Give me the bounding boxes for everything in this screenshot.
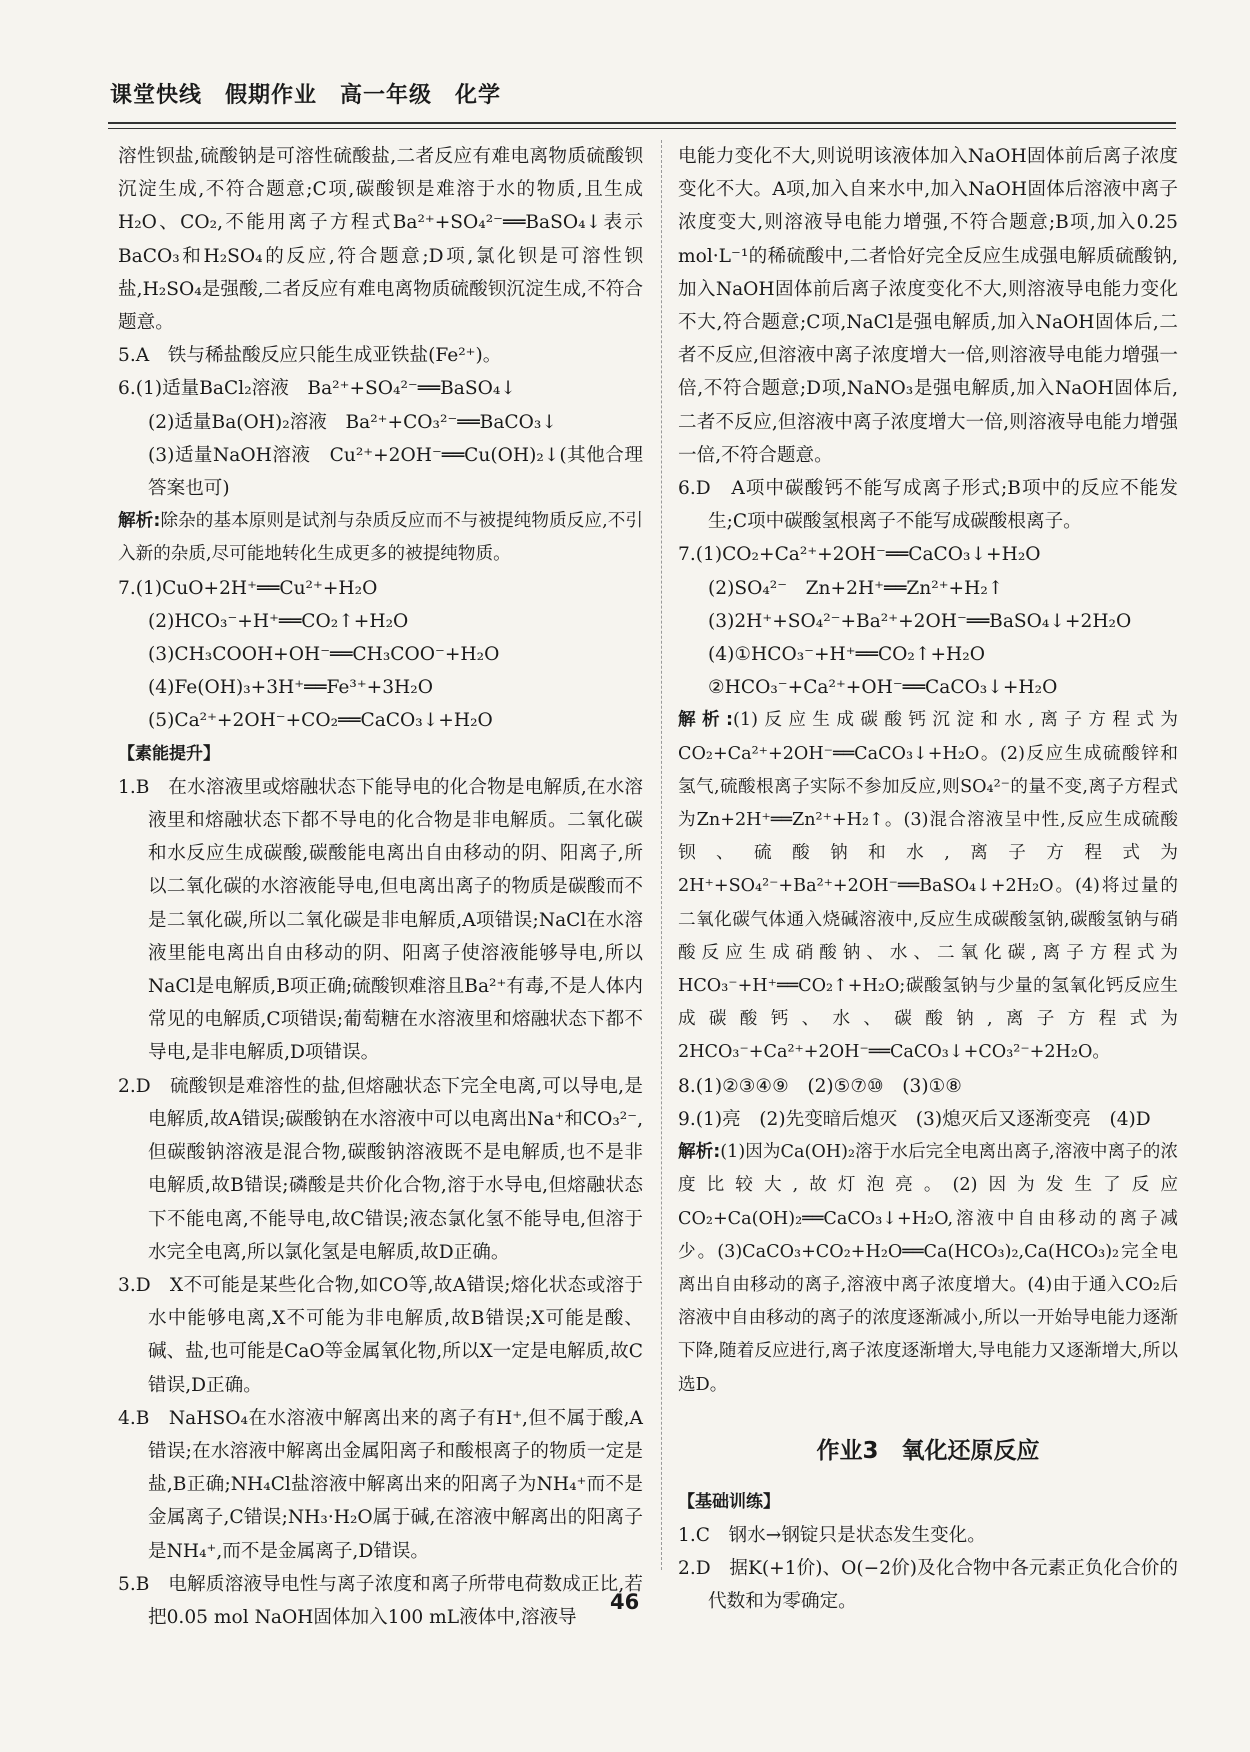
answer-subitem: (3)适量NaOH溶液 Cu²⁺+2OH⁻══Cu(OH)₂↓(其他合理答案也可) — [148, 444, 643, 500]
answer-subitem: (4)①HCO₃⁻+H⁺══CO₂↑+H₂O — [708, 644, 985, 666]
answer-subitem: (2)适量Ba(OH)₂溶液 Ba²⁺+CO₃²⁻══BaCO₃↓ — [148, 411, 557, 433]
answer-item: 5.B 电解质溶液导电性与离子浓度和离子所带电荷数成正比,若把0.05 mol NaOH固体加入100 mL液体中,溶液导 — [118, 1573, 643, 1628]
answer-subitem: (3)CH₃COOH+OH⁻══CH₃COO⁻+H₂O — [148, 644, 500, 666]
answer-subitem: (5)Ca²⁺+2OH⁻+CO₂══CaCO₃↓+H₂O — [148, 710, 493, 732]
right-column — [678, 140, 1178, 1619]
section-heading: 【素能提升】 — [118, 743, 220, 764]
analysis-paragraph — [678, 1136, 1178, 1402]
answer-subitem: ②HCO₃⁻+Ca²⁺+OH⁻══CaCO₃↓+H₂O — [708, 677, 1058, 699]
header-rule-thick — [108, 122, 1176, 124]
text-paragraph: 电能力变化不大,则说明该液体加入NaOH固体前后离子浓度变化不大。A项,加入自来水中,加入NaOH固体后溶液中离子浓度变大,则溶液导电能力增强,不符合题意;B项,加入0.25 mol·L⁻¹的稀硫酸中,二者恰好完全反应生成强电解质硫酸钠,加入NaOH固体前后离子浓度变化不大,则溶液导电能力变化不大,符合题意;C项,NaCl是强电解质,加入NaOH固体后,二者不反应,但溶液中离子浓度增大一倍,则溶液导电能力增强一倍,不符合题意;D项,NaNO₃是强电解质,加入NaOH固体后,二者不反应,但溶液中离子浓度增大一倍,则溶液导电能力增强一倍,不符合题意。 — [678, 146, 1178, 466]
answer-item: 7.(1)CO₂+Ca²⁺+2OH⁻══CaCO₃↓+H₂O — [678, 544, 1041, 566]
analysis-paragraph — [118, 505, 643, 571]
answer-subitem: (2)HCO₃⁻+H⁺══CO₂↑+H₂O — [148, 610, 409, 632]
analysis-label: 解析: — [678, 710, 734, 731]
page-number: 46 — [610, 1590, 640, 1614]
section-heading: 【基础训练】 — [678, 1491, 780, 1512]
answer-item: 5.A 铁与稀盐酸反应只能生成亚铁盐(Fe²⁺)。 — [118, 345, 502, 367]
answer-item: 6.(1)适量BaCl₂溶液 Ba²⁺+SO₄²⁻══BaSO₄↓ — [118, 378, 516, 400]
answer-item: 4.B NaHSO₄在水溶液中解离出来的离子有H⁺,但不属于酸,A错误;在水溶液中解离出金属阳离子和酸根离子的物质一定是盐,B正确;NH₄Cl盐溶液中解离出来的阳离子为NH₄⁺而不是金属离子,C错误;NH₃·H₂O属于碱,在溶液中解离出的阳离子是NH₄⁺,而不是金属离子,D错误。 — [118, 1407, 643, 1562]
analysis-text: (1)反应生成碳酸钙沉淀和水,离子方程式为CO₂+Ca²⁺+2OH⁻══CaCO₃↓+H₂O。(2)反应生成硫酸锌和氢气,硫酸根离子实际不参加反应,则SO₄²⁻的量不变,离子方程式为Zn+2H⁺══Zn²⁺+H₂↑。(3)混合溶液呈中性,反应生成硫酸钡、硫酸钠和水,离子方程式为2H⁺+SO₄²⁻+Ba²⁺+2OH⁻══BaSO₄↓+2H₂O。(4)将过量的二氧化碳气体通入烧碱溶液中,反应生成碳酸氢钠,碳酸氢钠与硝酸反应生成硝酸钠、水、二氧化碳,离子方程式为HCO₃⁻+H⁺══CO₂↑+H₂O;碳酸氢钠与少量的氢氧化钙反应生成碳酸钙、水、碳酸钠,离子方程式为2HCO₃⁻+Ca²⁺+2OH⁻══CaCO₃↓+CO₃²⁻+2H₂O。 — [678, 710, 1178, 1063]
text-paragraph: 溶性钡盐,硫酸钠是可溶性硫酸盐,二者反应有难电离物质硫酸钡沉淀生成,不符合题意;C项,碳酸钡是难溶于水的物质,且生成H₂O、CO₂,不能用离子方程式Ba²⁺+SO₄²⁻══BaSO₄↓表示BaCO₃和H₂SO₄的反应,符合题意;D项,氯化钡是可溶性钡盐,H₂SO₄是强酸,二者反应有难电离物质硫酸钡沉淀生成,不符合题意。 — [118, 146, 643, 334]
answer-item: 3.D X不可能是某些化合物,如CO等,故A错误;熔化状态或溶于水中能够电离,X不可能为非电解质,故B错误;X可能是酸、碱、盐,也可能是CaO等金属氧化物,所以X一定是电解质,故C错误,D正确。 — [118, 1274, 643, 1396]
analysis-text: (1)因为Ca(OH)₂溶于水后完全电离出离子,溶液中离子的浓度比较大,故灯泡亮。(2)因为发生了反应CO₂+Ca(OH)₂══CaCO₃↓+H₂O,溶液中自由移动的离子减少。(3)CaCO₃+CO₂+H₂O══Ca(HCO₃)₂,Ca(HCO₃)₂完全电离出自由移动的离子,溶液中离子浓度增大。(4)由于通入CO₂后溶液中自由移动的离子的浓度逐渐减小,所以一开始导电能力逐渐下降,随着反应进行,离子浓度逐渐增大,导电能力又逐渐增大,所以选D。 — [678, 1142, 1178, 1395]
analysis-label: 解析: — [678, 1142, 721, 1163]
page-header: 课堂快线 假期作业 高一年级 化学 — [110, 83, 502, 108]
assignment-title: 作业3 氧化还原反应 — [816, 1437, 1040, 1464]
answer-subitem: (3)2H⁺+SO₄²⁻+Ba²⁺+2OH⁻══BaSO₄↓+2H₂O — [708, 610, 1132, 632]
analysis-text: 除杂的基本原则是试剂与杂质反应而不与被提纯物质反应,不引入新的杂质,尽可能地转化生成更多的被提纯物质。 — [118, 511, 643, 565]
answer-item: 7.(1)CuO+2H⁺══Cu²⁺+H₂O — [118, 577, 378, 599]
answer-item: 1.B 在水溶液里或熔融状态下能导电的化合物是电解质,在水溶液里和熔融状态下都不导电的化合物是非电解质。二氧化碳和水反应生成碳酸,碳酸能电离出自由移动的阴、阳离子,所以二氧化碳的水溶液能导电,但电离出离子的物质是碳酸而不是二氧化碳,所以二氧化碳是非电解质,A项错误;NaCl在水溶液里能电离出自由移动的阴、阳离子使溶液能够导电,所以NaCl是电解质,B项正确;硫酸钡难溶且Ba²⁺有毒,不是人体内常见的电解质,C项错误;葡萄糖在水溶液里和熔融状态下都不导电,是非电解质,D项错误。 — [118, 776, 643, 1064]
answer-subitem: (2)SO₄²⁻ Zn+2H⁺══Zn²⁺+H₂↑ — [708, 577, 1004, 599]
answer-item: 2.D 据K(+1价)、O(−2价)及化合物中各元素正负化合价的代数和为零确定。 — [678, 1558, 1178, 1613]
answer-item: 6.D A项中碳酸钙不能写成离子形式;B项中的反应不能发生;C项中碳酸氢根离子不能写成碳酸根离子。 — [678, 478, 1178, 533]
answer-item: 9.(1)亮 (2)先变暗后熄灭 (3)熄灭后又逐渐变亮 (4)D — [678, 1108, 1151, 1130]
answer-subitem: (4)Fe(OH)₃+3H⁺══Fe³⁺+3H₂O — [148, 677, 433, 699]
analysis-label: 解析: — [118, 511, 161, 532]
left-column — [118, 140, 643, 1634]
answer-item: 8.(1)②③④⑨ (2)⑤⑦⑩ (3)①⑧ — [678, 1075, 962, 1097]
analysis-paragraph — [678, 704, 1178, 1069]
answer-item: 2.D 硫酸钡是难溶性的盐,但熔融状态下完全电离,可以导电,是电解质,故A错误;碳酸钠在水溶液中可以电离出Na⁺和CO₃²⁻,但碳酸钠溶液是混合物,碳酸钠溶液既不是电解质,也不是非电解质,故B错误;磷酸是共价化合物,溶于水导电,但熔融状态下不能电离,不能导电,故C错误;液态氯化氢不能导电,但溶于水完全电离,所以氯化氢是电解质,故D正确。 — [118, 1075, 643, 1263]
header-rule-thin — [108, 128, 1176, 129]
column-divider — [661, 140, 662, 1570]
answer-item: 1.C 钢水→钢锭只是状态发生变化。 — [678, 1524, 986, 1546]
